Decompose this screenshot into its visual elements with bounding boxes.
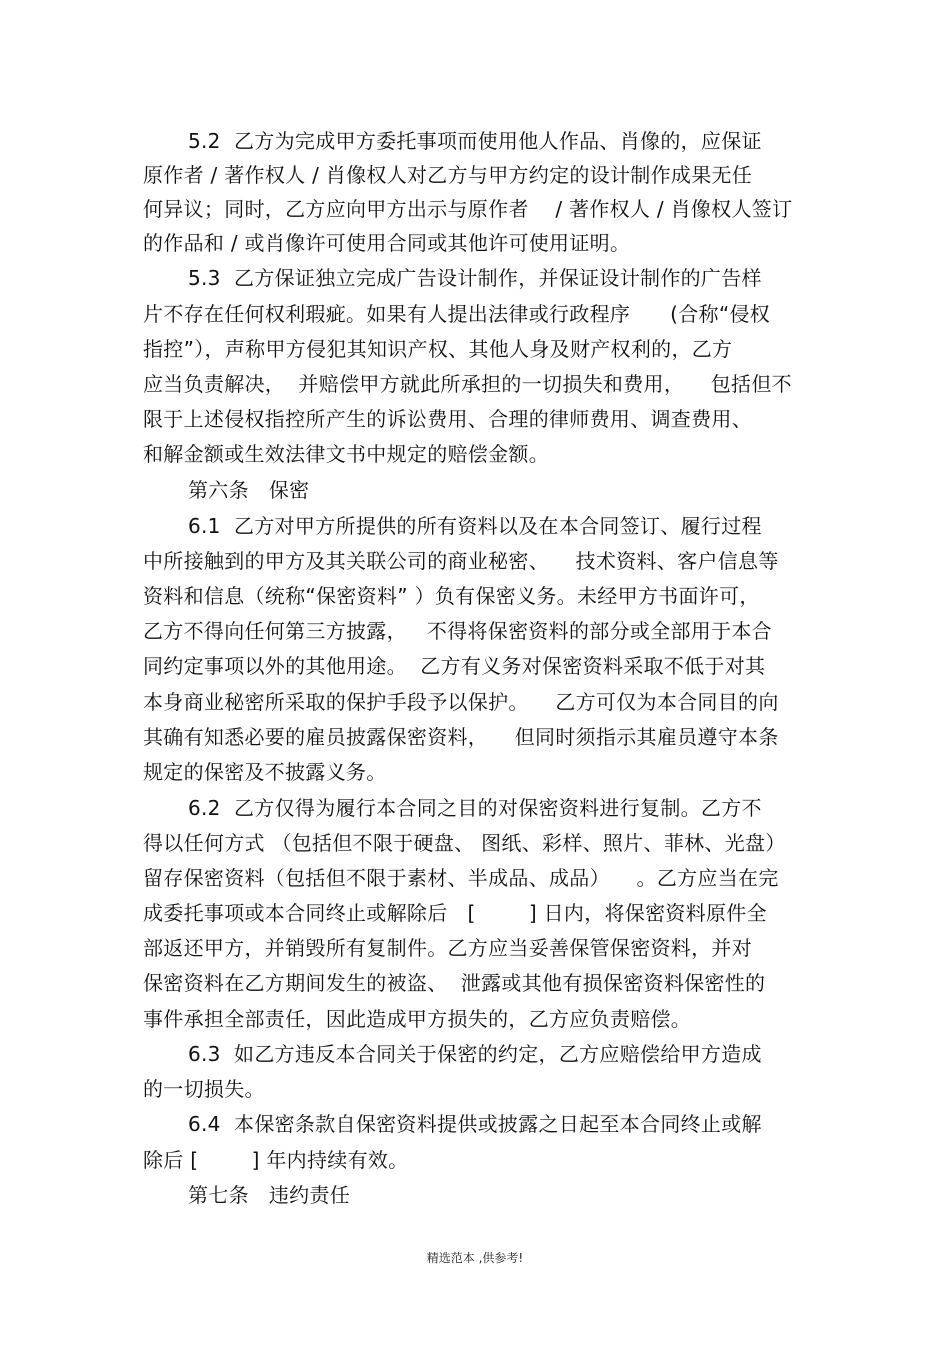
text-line: 保密资料在乙方期间发生的被盗、 泄露或其他有损保密资料保密性的 <box>143 971 766 995</box>
text-line: 本身商业秘密所采取的保护手段予以保护。 乙方可仅为本合同目的向 <box>143 690 779 714</box>
text-line: 原作者 / 著作权人 / 肖像权人对乙方与甲方约定的设计制作成果无任 <box>143 163 753 187</box>
text-line: 6.1 乙方对甲方所提供的所有资料以及在本合同签订、履行过程 <box>188 514 762 538</box>
text-line: 得以任何方式 （包括但不限于硬盘、 图纸、彩样、照片、菲林、光盘） <box>143 831 786 855</box>
section-heading: 第七条 违约责任 <box>188 1183 351 1207</box>
text-line: 6.3 如乙方违反本合同关于保密的约定，乙方应赔偿给甲方造成 <box>188 1042 762 1066</box>
text-line: 事件承担全部责任，因此造成甲方损失的，乙方应负责赔偿。 <box>143 1007 692 1031</box>
text-line: 的一切损失。 <box>143 1077 265 1101</box>
text-line: 和解金额或生效法律文书中规定的赔偿金额。 <box>143 442 549 466</box>
text-line: 限于上述侵权指控所产生的诉讼费用、合理的律师费用、调查费用、 <box>143 407 752 431</box>
text-line: 6.4 本保密条款自保密资料提供或披露之日起至本合同终止或解 <box>188 1112 762 1136</box>
text-line: 5.3 乙方保证独立完成广告设计制作，并保证设计制作的广告样 <box>188 266 762 290</box>
text-line: 部返还甲方，并销毁所有复制件。乙方应当妥善保管保密资料，并对 <box>143 936 752 960</box>
text-line: 成委托事项或本合同终止或解除后 [ ] 日内，将保密资料原件全 <box>143 901 767 925</box>
text-line: 乙方不得向任何第三方披露， 不得将保密资料的部分或全部用于本合 <box>143 619 772 643</box>
text-line: 5.2 乙方为完成甲方委托事项而使用他人作品、肖像的，应保证 <box>188 129 762 153</box>
text-line: 中所接触到的甲方及其关联公司的商业秘密、 技术资料、客户信息等 <box>143 549 779 573</box>
section-heading: 第六条 保密 <box>188 478 310 502</box>
text-line: 同约定事项以外的其他用途。 乙方有义务对保密资料采取不低于对其 <box>143 654 766 678</box>
text-line: 除后 [ ] 年内持续有效。 <box>143 1148 409 1172</box>
text-line: 留存保密资料（包括但不限于素材、半成品、成品） 。乙方应当在完 <box>143 866 779 890</box>
text-line: 应当负责解决， 并赔偿甲方就此所承担的一切损失和费用， 包括但不 <box>143 372 792 396</box>
text-line: 指控”），声称甲方侵犯其知识产权、其他人身及财产权利的，乙方 <box>143 337 733 361</box>
page-footer: 精选范本 ,供参考! <box>426 1251 524 1265</box>
text-line: 资料和信息（统称“保密资料” ）负有保密义务。未经甲方书面许可， <box>143 584 760 608</box>
text-line: 其确有知悉必要的雇员披露保密资料， 但同时须指示其雇员遵守本条 <box>143 725 779 749</box>
text-line: 片不存在任何权利瑕疵。如果有人提出法律或行政程序 (合称“侵权 <box>143 302 771 326</box>
text-line: 6.2 乙方仅得为履行本合同之目的对保密资料进行复制。乙方不 <box>188 796 762 820</box>
text-line: 规定的保密及不披露义务。 <box>143 760 387 784</box>
text-line: 的作品和 / 或肖像许可使用合同或其他许可使用证明。 <box>143 231 631 255</box>
text-line: 何异议；同时，乙方应向甲方出示与原作者 / 著作权人 / 肖像权人签订 <box>143 197 793 221</box>
